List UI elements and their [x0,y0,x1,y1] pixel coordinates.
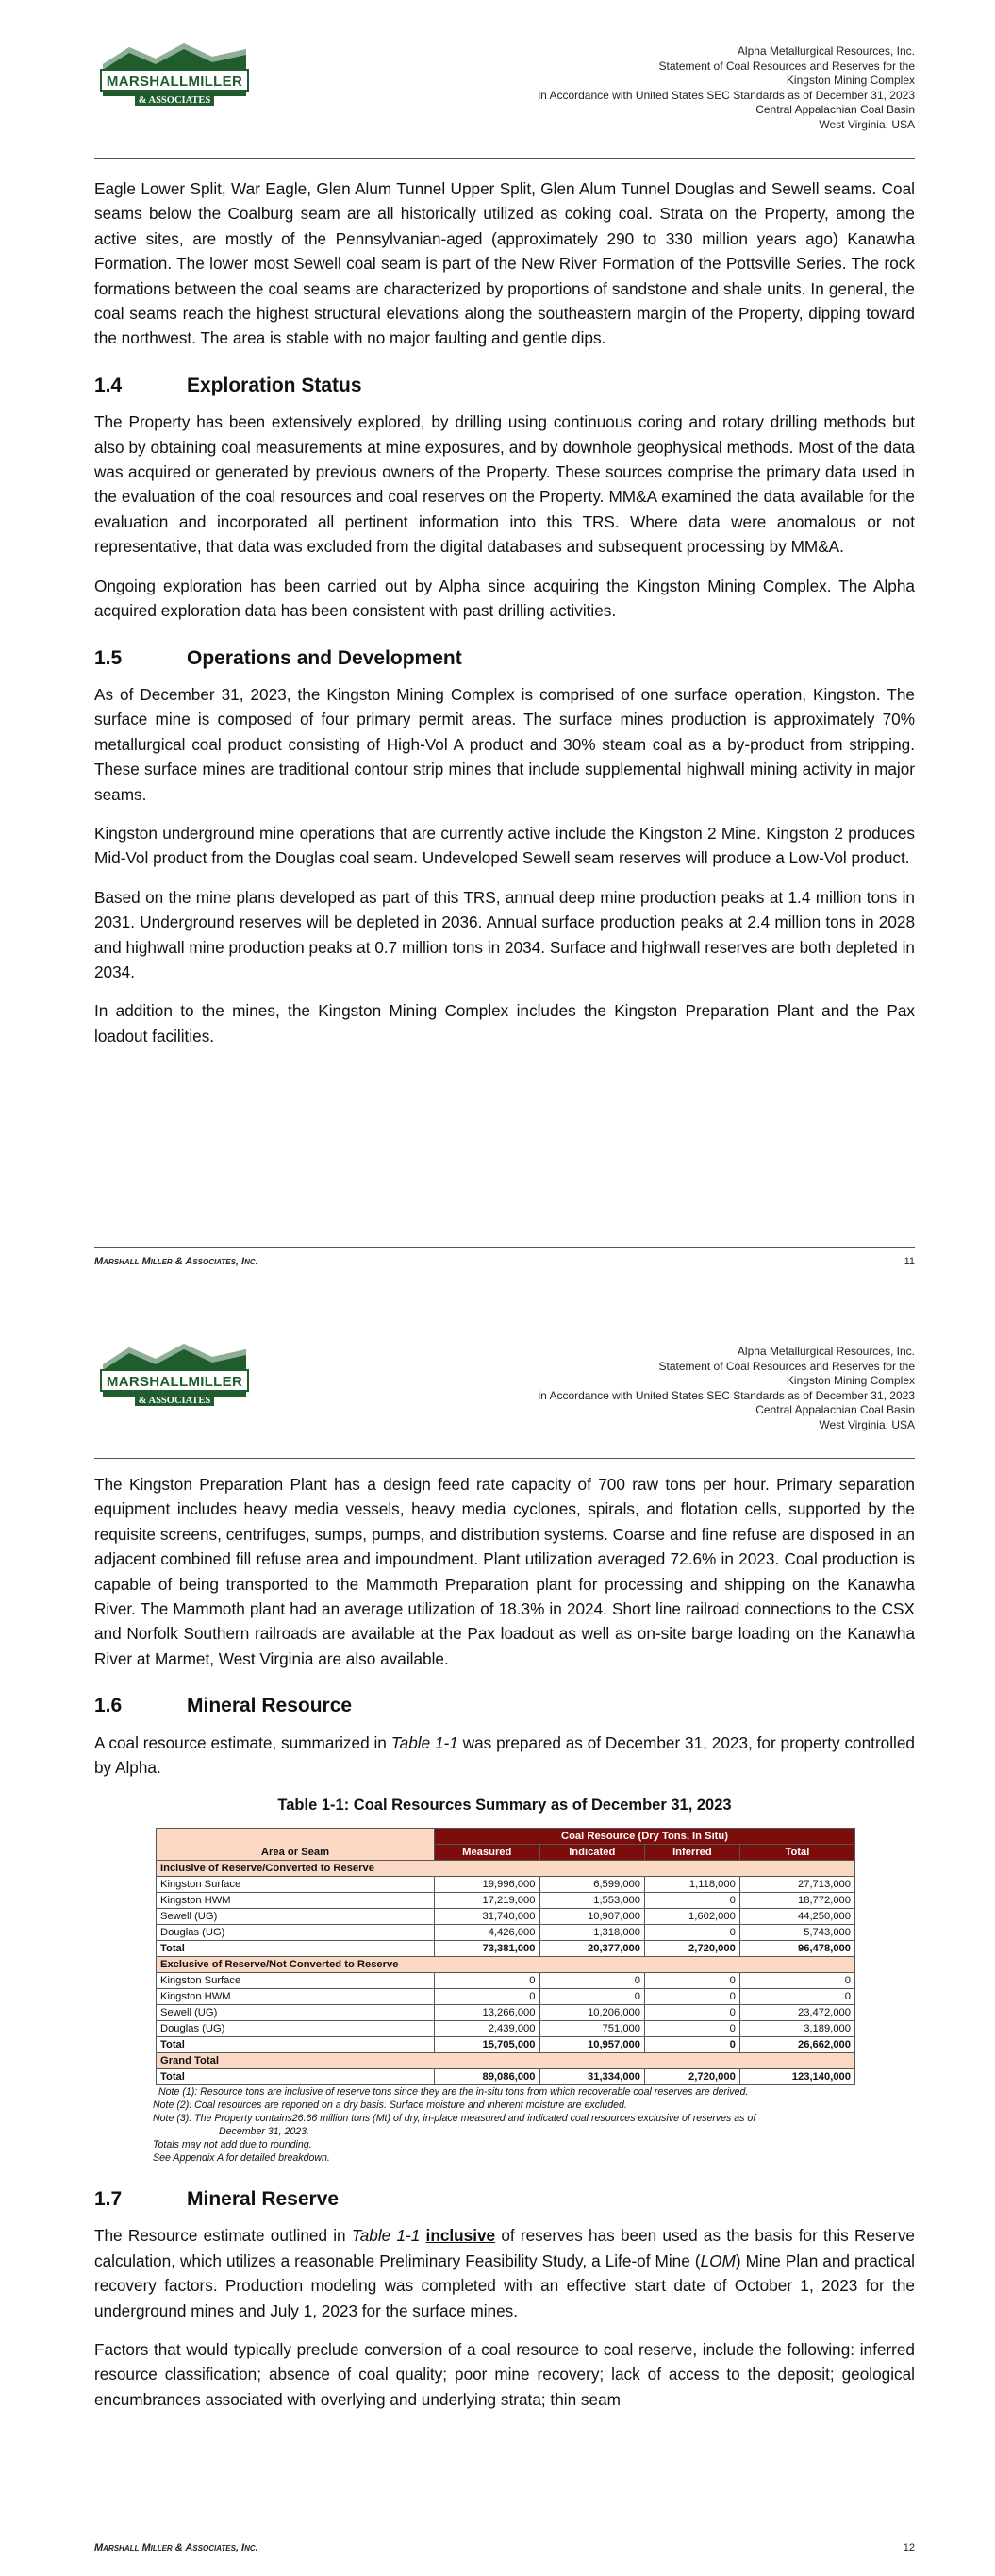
header-line: West Virginia, USA [819,117,915,131]
emphasis-inclusive: inclusive [425,2226,496,2246]
column-header: Indicated [539,1844,645,1860]
page-12-body [94,1472,915,2412]
header-line: Alpha Metallurgical Resources, Inc. [737,1345,915,1358]
page-number: 12 [903,2542,915,2553]
section-heading-1-6 [94,1694,915,1718]
table-section-row: Inclusive of Reserve/Converted to Reserve [157,1860,855,1876]
table-note: Note (3): The Property contains26.66 million tons (Mt) of dry, in-place measured and indicated coal resources exclusive of reserves as of [153,2112,756,2124]
table-caption: Table 1-1: Coal Resources Summary as of December 31, 2023 [277,1797,732,1815]
header-line: Statement of Coal Resources and Reserves for the [658,1359,915,1373]
footer-firm-name: Marshall Miller & Associates, Inc. [94,1256,258,1267]
svg-text:& ASSOCIATES: & ASSOCIATES [138,95,211,106]
table-total-row: Total 15,705,000 10,957,000 0 26,662,000 [157,2036,855,2052]
section-title: Exploration Status [187,374,362,396]
section-heading-1-7 [94,2187,915,2212]
body-paragraph: Ongoing exploration has been carried out by Alpha since acquiring the Kingston Mining Complex. The Alpha acquired exploration data has been consistent with past drilling activities. [94,576,915,621]
marshall-miller-logo [97,1340,252,1412]
header-line: Kingston Mining Complex [786,1374,915,1387]
body-paragraph: In addition to the mines, the Kingston Mining Complex includes the Kingston Preparation Plant and the Pax loadout facilities. [94,1001,915,1045]
table-grand-total-row: Total 89,086,000 31,334,000 2,720,000 123,140,000 [157,2068,855,2084]
group-header: Coal Resource (Dry Tons, In Situ) [435,1828,855,1844]
table-section-row: Exclusive of Reserve/Not Converted to Reserve [157,1956,855,1972]
body-paragraph: A coal resource estimate, summarized in Table 1-1 was prepared as of December 31, 2023, for property controlled by Alpha. [94,1732,915,1778]
table-reference: Table 1-1 [351,2226,421,2246]
body-paragraph: The Property has been extensively explored, by drilling using continuous coring and rotary drilling methods but also by obtaining coal measurements at mine exposures, and by downhole geophysical methods. Most of the data was acquired or generated by previous owners of the Property. These sources comprise the primary data used in the evaluation of the coal resources and coal reserves on the Property. MM&A examined the data available for the evaluation and incorporated all pertinent information into this TRS. Where data were anomalous or not representative, that data was excluded from the digital databases and subsequent processing by MM&A. [94,412,915,557]
header-line: Kingston Mining Complex [786,74,915,87]
marshall-miller-logo [97,40,252,111]
header-line: Central Appalachian Coal Basin [755,1403,915,1416]
column-header: Measured [435,1844,540,1860]
table-note: Note (1): Resource tons are inclusive of reserve tons since they are the in-situ tons from which recoverable coal reserves are derived. [158,2085,749,2098]
area-header: Area or Seam [157,1828,435,1860]
body-paragraph: Factors that would typically preclude conversion of a coal resource to coal reserve, include the following: inferred resource classification; absence of coal quality; poor mine recovery; lack of access to the deposit; geological encumbrances associated with overlying and underlying strata; thin seam [94,2339,915,2409]
svg-text:& ASSOCIATES: & ASSOCIATES [138,1396,211,1406]
table-row: Douglas (UG) 4,426,000 1,318,000 0 5,743,000 [157,1924,855,1940]
page-12 [0,1297,995,2576]
column-header: Inferred [645,1844,740,1860]
table-row: Kingston HWM 17,219,000 1,553,000 0 18,772,000 [157,1892,855,1908]
footer-firm-name: Marshall Miller & Associates, Inc. [94,2542,258,2553]
section-number: 1.5 [94,646,123,669]
table-note: December 31, 2023. [219,2125,309,2137]
table-row: Douglas (UG) 2,439,000 751,000 0 3,189,000 [157,2020,855,2036]
table-notes [153,2085,915,2165]
table-note: Totals may not add due to rounding. [153,2138,312,2150]
table-reference: Table 1-1 [390,1732,458,1752]
body-paragraph: As of December 31, 2023, the Kingston Mining Complex is comprised of one surface operation, Kingston. The surface mine is composed of four primary permit areas. The surface mines production is approximately 70% metallurgical coal product consisting of High-Vol A product and 30% steam coal as a by-product from stripping. These surface mines are traditional contour strip mines that include supplemental highwall mining activity in major seams. [94,684,915,804]
svg-text:MARSHALLMILLER: MARSHALLMILLER [106,74,243,90]
section-number: 1.4 [94,374,123,396]
page-11-body [94,176,915,1048]
body-paragraph: Eagle Lower Split, War Eagle, Glen Alum Tunnel Upper Split, Glen Alum Tunnel Douglas and Sewell seams. Coal seams below the Coalburg seam are all historically utilized as coking coal. Strata on the Property, among the active sites, are mostly of the Pennsylvanian-aged (approximately 290 to 330 million years ago) Kanawha Formation. The lower most Sewell coal seam is part of the New River Formation of the Pottsville Series. The rock formations between the coal seams are characterized by proportions of sandstone and shale units. In general, the coal seams reach the highest structural elevations along the southeastern margin of the Property, dipping toward the northwest. The area is stable with no major faulting and gentle dips. [94,179,915,348]
page-header [538,1345,915,1432]
page-number: 11 [904,1256,915,1267]
table-row: Sewell (UG) 31,740,000 10,907,000 1,602,000 44,250,000 [157,1908,855,1924]
section-number: 1.6 [94,1695,123,1717]
table-section-row: Grand Total [157,2052,855,2068]
header-line: Statement of Coal Resources and Reserves for the [658,59,915,73]
header-line: West Virginia, USA [819,1417,915,1431]
body-paragraph: The Resource estimate outlined in Table 1-1 inclusive of reserves has been used as the basis for this Reserve calculation, which utilizes a reasonable Preliminary Feasibility Study, a Life-of Mine (LOM) Mine Plan and practical recovery factors. Production modeling was completed with an effective start date of October 1, 2023 for the underground mines and July 1, 2023 for the surface mines. [94,2226,915,2320]
table-row: Kingston Surface 19,996,000 6,599,000 1,118,000 27,713,000 [157,1876,855,1892]
table-note: See Appendix A for detailed breakdown. [153,2151,330,2164]
header-line: in Accordance with United States SEC Standards as of December 31, 2023 [538,88,915,102]
header-line: Alpha Metallurgical Resources, Inc. [737,44,915,58]
column-header: Total [739,1844,854,1860]
page-header [538,44,915,132]
coal-resources-table [156,1828,855,2085]
header-divider [94,158,915,159]
section-heading-1-5 [94,646,915,671]
header-line: in Accordance with United States SEC Standards as of December 31, 2023 [538,1388,915,1402]
section-number: 1.7 [94,2187,123,2210]
table-row: Kingston Surface 0 0 0 0 [157,1972,855,1988]
svg-text:MARSHALLMILLER: MARSHALLMILLER [106,1374,243,1390]
table-note: Note (2): Coal resources are reported on a dry basis. Surface moisture and inherent moisture are excluded. [153,2099,627,2111]
body-paragraph: Kingston underground mine operations that are currently active include the Kingston 2 Mine. Kingston 2 produces Mid-Vol product from the Douglas coal seam. Undeveloped Sewell seam reserves will produce a Low-Vol product. [94,823,915,868]
header-line: Central Appalachian Coal Basin [755,103,915,116]
section-title: Operations and Development [187,646,462,669]
header-divider [94,1458,915,1459]
body-paragraph: Based on the mine plans developed as part of this TRS, annual deep mine production peaks at 1.4 million tons in 2031. Underground reserves will be depleted in 2036. Annual surface production peaks at 2.4 million tons in 2028 and highwall mine production peaks at 0.7 million tons in 2034. Surface and highwall reserves are both depleted in 2034. [94,887,915,981]
section-title: Mineral Resource [187,1695,353,1717]
footer-divider [94,1247,915,1248]
section-heading-1-4 [94,374,915,398]
body-paragraph: The Kingston Preparation Plant has a design feed rate capacity of 700 raw tons per hour. Primary separation equipment includes heavy media vessels, heavy media cyclones, spirals, and flotation cells, supported by the requisite screens, centrifuges, sumps, pumps, and distribution systems. Coarse and fine refuse are disposed in an adjacent combined fill refuse area and impoundment. Plant utilization averaged 72.6% in 2023. Coal production is capable of being transported to the Mammoth Preparation plant for processing and shipping on the Kanawha River. The Mammoth plant had an average utilization of 18.3% in 2024. Short line railroad connections to the CSX and Norfolk Southern railroads are available at the Pax loadout as well as on-site barge loading on the Kanawha River at Marmet, West Virginia are also available. [94,1475,915,1668]
table-row: Kingston HWM 0 0 0 0 [157,1988,855,2004]
table-total-row: Total 73,381,000 20,377,000 2,720,000 96,478,000 [157,1940,855,1956]
table-row: Sewell (UG) 13,266,000 10,206,000 0 23,472,000 [157,2004,855,2020]
section-title: Mineral Reserve [187,2187,340,2210]
